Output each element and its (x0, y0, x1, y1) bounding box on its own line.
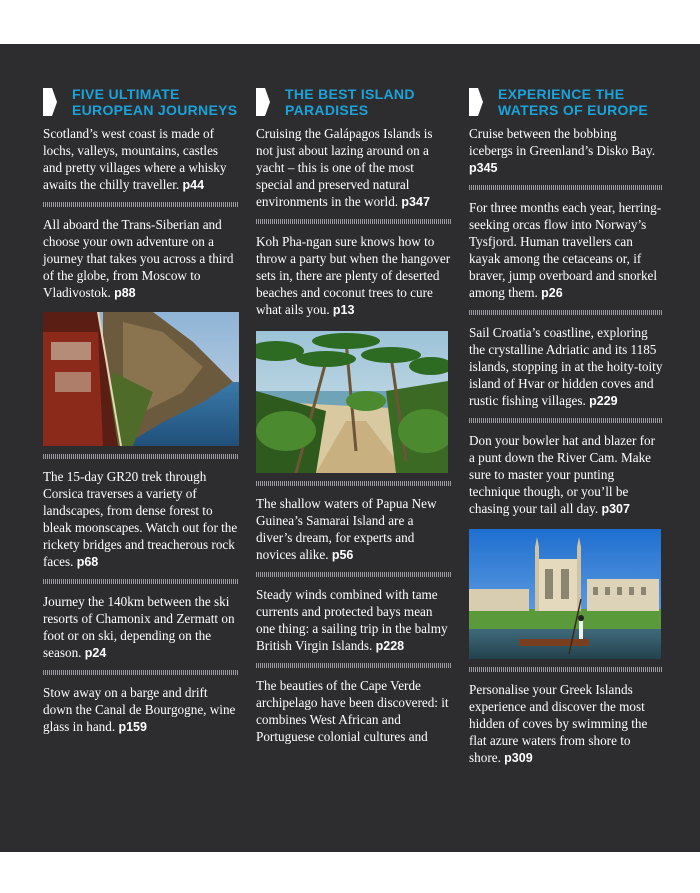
section-heading (469, 86, 663, 122)
divider (256, 663, 452, 668)
page-ref: p309 (504, 751, 533, 765)
entry-scotland: Scotland’s west coast is made of lochs, valleys, mountains, castles and pretty villages where a whisky awaits the chilly traveller. p44 (43, 126, 227, 192)
page-ref: p13 (332, 303, 355, 317)
entry-cape-verde: The beauties of the Cape Verde archipelago have been discovered: it combines West African and Portuguese colonial cultures and (256, 678, 449, 744)
heading-line: WATERS OF EUROPE (498, 102, 648, 118)
entry-chamonix: Journey the 140km between the ski resorts of Chamonix and Zermatt on foot or on ski, depending on the season. p24 (43, 594, 235, 660)
section-heading (43, 86, 239, 122)
photo-cambridge-punting (469, 529, 661, 659)
divider (469, 418, 663, 423)
entry-greek-islands: Personalise your Greek Islands experience and discover the most hidden of coves by swimming the flat azure waters from shore to shore. p309 (469, 682, 648, 765)
divider (256, 219, 452, 224)
entry-virgin-islands: Steady winds combined with tame currents and protected bays mean one thing: a sailing trip in the balmy British Virgin Islands. p228 (256, 587, 448, 653)
flag-marker-icon (256, 88, 270, 116)
divider (43, 670, 239, 675)
column-waters-of-europe (469, 86, 663, 767)
entry-gr20: The 15-day GR20 trek through Corsica traverses a variety of landscapes, from dense forest to bleak moonscapes. Watch out for the rickety bridges and treacherous rock faces. p68 (43, 469, 238, 569)
page-ref: p229 (589, 394, 618, 408)
heading-line: EUROPEAN JOURNEYS (72, 102, 238, 118)
entry-disko-bay: Cruise between the bobbing icebergs in Greenland’s Disko Bay. p345 (469, 126, 656, 175)
entry-bourgogne: Stow away on a barge and drift down the Canal de Bourgogne, wine glass in hand. p159 (43, 685, 236, 734)
divider (43, 579, 239, 584)
page-ref: p26 (541, 286, 563, 300)
entry-koh-phangan: Koh Pha-ngan sure knows how to throw a party but when the hangover sets in, there are plenty of deserted beaches and coconut trees to cure what ails you. p13 (256, 234, 451, 317)
photo-train-coast (43, 312, 239, 446)
divider (469, 310, 663, 315)
entry-croatia: Sail Croatia’s coastline, exploring the crystalline Adriatic and its 1185 islands, stopping in at the hoity-toity island of Hvar or hidden coves and rustic fishing villages. p229 (469, 325, 663, 408)
page-ref: p56 (331, 548, 354, 562)
entry-river-cam: Don your bowler hat and blazer for a punt down the River Cam. Make sure to master your punting technique though, or you’ll be chasing your tail all day. p307 (469, 433, 656, 516)
page-ref: p228 (375, 639, 405, 653)
section-heading (256, 86, 452, 122)
page-ref: p68 (76, 555, 99, 569)
entry-trans-siberian: All aboard the Trans-Siberian and choose your own adventure on a journey that takes you across a third of the globe, from Moscow to Vladivostok. p88 (43, 217, 234, 300)
page-panel (0, 44, 700, 852)
divider (469, 185, 663, 190)
page-ref: p44 (182, 178, 205, 192)
heading-line: FIVE ULTIMATE (72, 86, 180, 102)
column-european-journeys (43, 86, 239, 736)
divider (469, 667, 663, 672)
column-island-paradises (256, 86, 452, 746)
page-ref: p159 (118, 720, 147, 734)
divider (43, 202, 239, 207)
entry-tysfjord: For three months each year, herring-seeking orcas flow into Norway’s Tysfjord. Human travellers can kayak among the cetaceans or, if braver, jump overboard and snorkel among them. p26 (469, 200, 662, 300)
heading-line: EXPERIENCE THE (498, 86, 625, 102)
page-ref: p24 (84, 646, 107, 660)
divider (43, 454, 239, 459)
entry-samarai: The shallow waters of Papua New Guinea’s Samarai Island are a diver’s dream, for experts and novices alike. p56 (256, 496, 437, 562)
heading-line: PARADISES (285, 102, 369, 118)
divider (256, 481, 452, 486)
photo-palm-beach (256, 331, 448, 473)
flag-marker-icon (469, 88, 483, 116)
heading-line: THE BEST ISLAND (285, 86, 415, 102)
page-ref: p88 (114, 286, 136, 300)
page-ref: p345 (469, 161, 498, 175)
entry-galapagos: Cruising the Galápagos Islands is not just about lazing around on a yacht – this is one of the most special and preserved natural environments in the world. p347 (256, 126, 433, 209)
page-ref: p347 (401, 195, 430, 209)
page-ref: p307 (601, 502, 630, 516)
divider (256, 572, 452, 577)
flag-marker-icon (43, 88, 57, 116)
